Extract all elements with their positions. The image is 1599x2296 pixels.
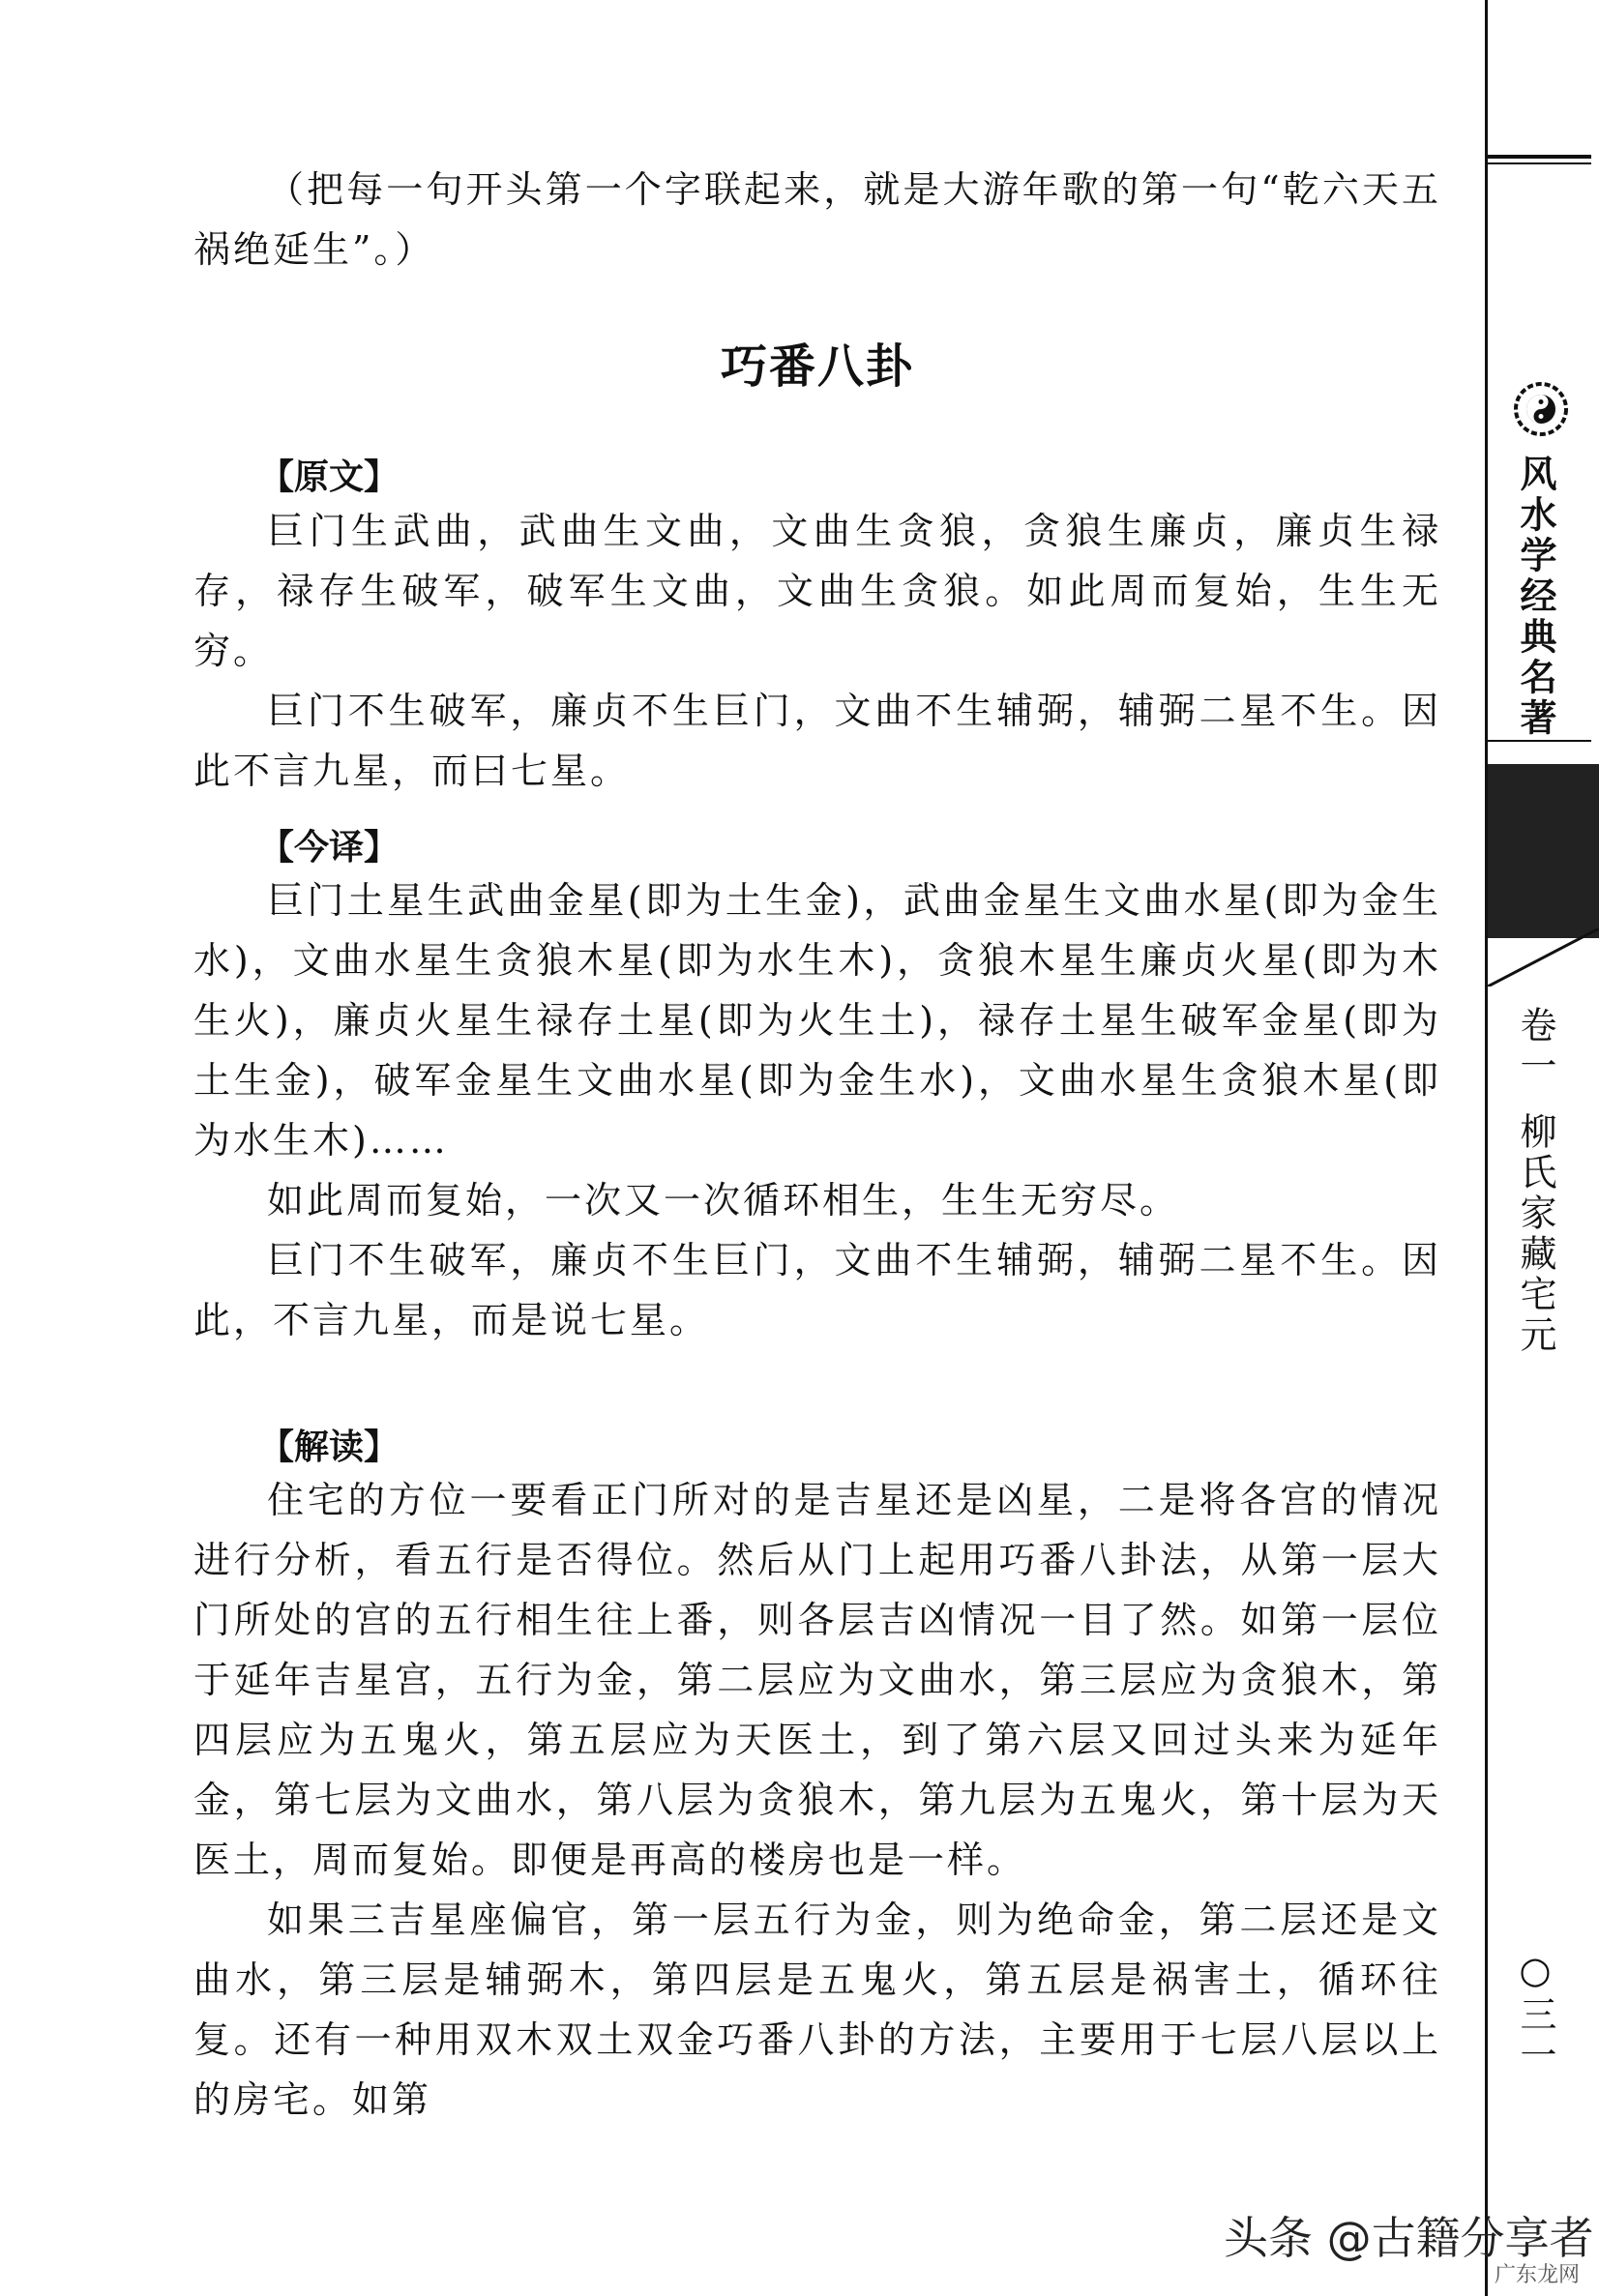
watermark-text: 头条 @古籍分享者: [1224, 2212, 1594, 2264]
section-title: 巧番八卦: [720, 339, 914, 394]
interpretation-label: 【解读】: [259, 1427, 400, 1467]
side-divider-top-thin: [1485, 162, 1591, 164]
original-paragraph-1: 巨门生武曲，武曲生文曲，文曲生贪狼，贪狼生廉贞，廉贞生禄存，禄存生破军，破军生文曲，文曲生贪狼。如此周而复始，生生无穷。: [193, 510, 1441, 672]
translation-paragraph-1: 巨门土星生武曲金星(即为土生金)，武曲金星生文曲水星(即为金生水)，文曲水星生贪狼木星(即为水生木)，贪狼木星生廉贞火星(即为木生火)，廉贞火星生禄存土星(即为火生土)，禄存土星生破军金星(即为土生金)，破军金星生文曲水星(即为金生水)，文曲水星生贪狼木星(即为水生木)……: [193, 879, 1441, 1162]
translation-block: [193, 870, 1441, 1350]
translation-label: 【今译】: [259, 827, 400, 868]
book-side-margin: [1485, 0, 1599, 2296]
watermark-site: 广东龙网: [1495, 2263, 1581, 2287]
intro-block: [193, 160, 1441, 280]
series-title: 风水学经典名著: [1514, 455, 1557, 739]
side-border-line: [1485, 0, 1488, 2296]
intro-paragraph: （把每一句开头第一个字联起来，就是大游年歌的第一句“乾六天五祸绝延生”。）: [193, 168, 1441, 271]
side-divider-top: [1485, 155, 1591, 159]
interpretation-paragraph-1: 住宅的方位一要看正门所对的是吉星还是凶星，二是将各宫的情况进行分析，看五行是否得位。然后从门上起用巧番八卦法，从第一层大门所处的宫的五行相生往上番，则各层吉凶情况一目了然。如第一层位于延年吉星宫，五行为金，第二层应为文曲水，第三层应为贪狼木，第四层应为五鬼火，第五层应为天医土，到了第六层又回过头来为延年金，第七层为文曲水，第八层为贪狼木，第九层为五鬼火，第十层为天医土，周而复始。即便是再高的楼房也是一样。: [193, 1479, 1441, 1881]
interpretation-block: [193, 1470, 1441, 2130]
original-label: 【原文】: [259, 456, 400, 497]
original-block: [193, 501, 1441, 801]
yin-yang-icon: [1514, 382, 1568, 436]
translation-paragraph-3: 巨门不生破军，廉贞不生巨门，文曲不生辅弼，辅弼二星不生。因此，不言九星，而是说七星。: [193, 1239, 1441, 1341]
original-paragraph-2: 巨门不生破军，廉贞不生巨门，文曲不生辅弼，辅弼二星不生。因此不言九星，而曰七星。: [193, 690, 1441, 792]
chapter-title: 柳氏家藏宅元: [1514, 1112, 1556, 1356]
translation-paragraph-2: 如此周而复始，一次又一次循环相生，生生无穷尽。: [267, 1179, 1180, 1222]
page-number: ○三一: [1514, 1949, 1556, 2076]
tab-slash-decoration: [1488, 928, 1599, 986]
volume-label: 卷一: [1514, 1006, 1556, 1087]
interpretation-paragraph-2: 如果三吉星座偏官，第一层五行为金，则为绝命金，第二层还是文曲水，第三层是辅弼木，第四层是五鬼火，第五层是祸害土，循环往复。还有一种用双木双土双金巧番八卦的方法，主要用于七层八层以上的房宅。如第: [193, 1899, 1441, 2121]
side-divider-mid: [1485, 740, 1591, 742]
volume-tab: [1488, 764, 1599, 938]
